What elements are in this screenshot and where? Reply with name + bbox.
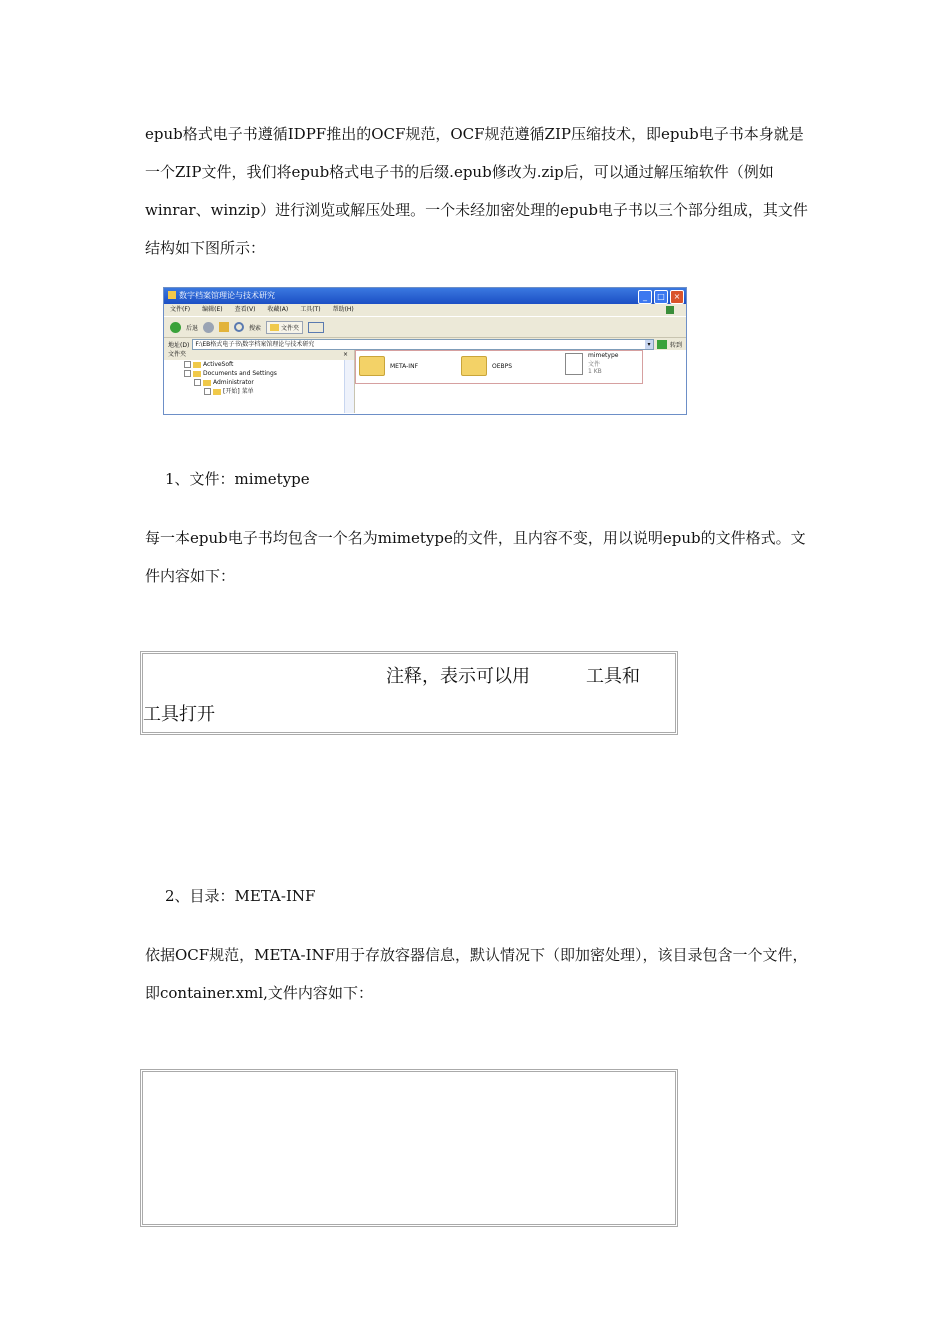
tree-item — [164, 378, 354, 387]
menu-tools: 工具(T) — [300, 306, 321, 313]
intro-paragraph: epub格式电子书遵循IDPF推出的OCF规范，OCF规范遵循ZIP压缩技术，即epub电子书本身就是一个ZIP文件，我们将epub格式电子书的后缀.epub修改为.zip后，可以通过解压缩软件（例如winrar、winzip）进行浏览或解压处理。一个未经加密处理的epub电子书以三个部分组成，其文件结构如下图所示： — [145, 125, 808, 257]
note-text-part3: 工具打开 — [143, 704, 215, 725]
file-size: 1 KB — [588, 368, 602, 375]
folder-icon — [193, 362, 201, 368]
menu-view: 查看(V) — [234, 306, 256, 313]
explorer-content — [164, 350, 686, 413]
tree-item — [164, 360, 354, 369]
address-bar — [164, 338, 686, 350]
expand-icon — [184, 370, 191, 377]
address-field — [192, 339, 654, 350]
folder-pane — [164, 350, 355, 413]
menu-bar — [164, 304, 686, 316]
address-value: F:\EB格式电子书\数字档案馆理论与技术研究 — [195, 340, 315, 348]
tree-item-label: Administrator — [213, 379, 254, 386]
menu-edit: 编辑(E) — [202, 306, 223, 313]
windows-flag-icon — [666, 306, 674, 314]
up-folder-icon — [219, 322, 229, 332]
mimetype-content-box — [140, 651, 678, 735]
close-button: × — [670, 290, 684, 304]
file-name: mimetype — [588, 352, 619, 359]
address-label: 地址(D) — [168, 341, 190, 349]
forward-icon — [203, 322, 214, 333]
file-type: 文件 — [588, 361, 601, 368]
folder-icon — [168, 291, 176, 299]
back-icon — [170, 322, 181, 333]
explorer-screenshot — [163, 287, 687, 415]
folders-icon — [270, 324, 279, 331]
tree-item — [164, 387, 354, 396]
file-item-meta-inf — [359, 356, 418, 376]
container-xml-box — [140, 1069, 678, 1227]
go-label: 转到 — [669, 341, 682, 349]
window-title-bar — [164, 288, 686, 304]
section2-paragraph: 依据OCF规范，META-INF用于存放容器信息，默认情况下（即加密处理），该目录包含一个文件，即container.xml,文件内容如下： — [145, 946, 808, 1002]
file-name: META-INF — [390, 362, 419, 370]
expand-icon — [184, 361, 191, 368]
folder-pane-header — [164, 350, 354, 360]
back-label: 后退 — [186, 324, 199, 332]
file-name: OEBPS — [492, 362, 513, 370]
window-title: 数字档案馆理论与技术研究 — [179, 291, 275, 300]
menu-help: 帮助(H) — [332, 306, 354, 313]
folder-icon — [461, 356, 487, 376]
tree-item-label: [开始] 菜单 — [223, 388, 254, 395]
expand-icon — [194, 379, 201, 386]
file-item-oebps — [461, 356, 512, 376]
menu-favorites: 收藏(A) — [267, 306, 289, 313]
file-pane — [355, 350, 686, 413]
toolbar — [164, 316, 686, 338]
note-text-part1: 注释，表示可以用 — [386, 666, 530, 687]
note-text-part2: 工具和 — [586, 666, 640, 687]
folder-pane-title: 文件夹 — [168, 351, 187, 358]
expand-icon — [204, 388, 211, 395]
section1-heading: 1、文件：mimetype — [165, 470, 310, 488]
search-label: 搜索 — [249, 324, 262, 332]
minimize-button: _ — [638, 290, 652, 304]
folder-icon — [213, 389, 221, 395]
file-icon — [565, 353, 583, 375]
tree-item — [164, 369, 354, 378]
folder-icon — [359, 356, 385, 376]
file-item-mimetype — [565, 352, 618, 375]
folder-pane-scrollbar — [344, 360, 354, 413]
folder-icon — [203, 380, 211, 386]
tree-item-label: Documents and Settings — [203, 370, 277, 377]
search-icon — [234, 322, 244, 332]
section2-heading: 2、目录：META-INF — [165, 887, 316, 905]
close-icon: × — [342, 351, 348, 358]
chevron-down-icon: ▾ — [645, 340, 653, 349]
maximize-button: □ — [654, 290, 668, 304]
go-arrow-icon — [657, 340, 667, 349]
folders-label: 文件夹 — [281, 324, 300, 332]
folder-icon — [193, 371, 201, 377]
folders-button — [266, 321, 303, 334]
menu-file: 文件(F) — [170, 306, 191, 313]
views-icon — [308, 322, 324, 333]
section1-paragraph: 每一本epub电子书均包含一个名为mimetype的文件，且内容不变，用以说明epub的文件格式。文件内容如下： — [145, 529, 806, 585]
tree-item-label: ActiveSoft — [203, 361, 234, 368]
